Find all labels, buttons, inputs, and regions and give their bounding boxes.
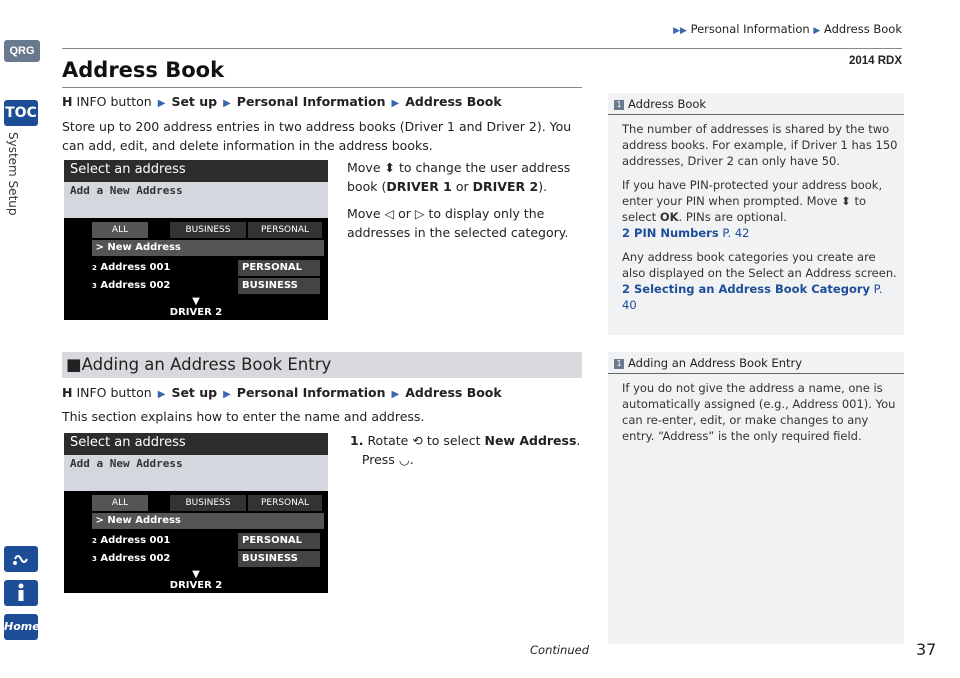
- screen-add-new: Add a New Address: [64, 182, 328, 218]
- screen-driver: ▼ DRIVER 2: [169, 296, 223, 318]
- enter-button-icon: ◡: [398, 452, 410, 467]
- xref-link-category[interactable]: 2 Selecting an Address Book Category P. 40: [622, 282, 883, 312]
- path-step: Address Book: [405, 94, 502, 109]
- screen-image: [64, 433, 328, 593]
- path-step: Set up: [171, 385, 218, 400]
- screen-tabs: [64, 222, 328, 238]
- breadcrumb-item[interactable]: Address Book: [823, 22, 902, 36]
- joystick-icon: ⬍: [384, 160, 395, 175]
- path-arrow-icon: ▶: [223, 389, 231, 400]
- move-instruction-1: Move ⬍ to change the user address book (DRIVER 1 or DRIVER 2).: [347, 160, 571, 194]
- note-paragraph: Any address book categories you create are also displayed on the Select an Address screen. 2 Selecting an Address Book Category P. 40: [622, 250, 897, 312]
- intro2-paragraph: This section explains how to enter the name and address.: [62, 409, 425, 424]
- page-title: Address Book: [62, 58, 225, 82]
- continued-label: Continued: [530, 643, 590, 657]
- screen-tabs: [64, 495, 328, 511]
- xref-link-pin[interactable]: 2 PIN Numbers P. 42: [622, 226, 750, 240]
- joystick-left-icon: ◁: [384, 206, 395, 221]
- voice-icon[interactable]: [4, 546, 38, 572]
- header-rule: [62, 48, 902, 49]
- note-paragraph: The number of addresses is shared by the two address books. For example, if Driver 1 has 150 addresses, Driver 2 can only have 50.: [622, 122, 898, 168]
- breadcrumb-arrow-icon: ▶▶: [673, 26, 687, 36]
- page-number: 37: [916, 640, 937, 659]
- path-prefix: INFO button: [76, 94, 152, 109]
- step-1: 1. Rotate ⟲ to select New Address. Press ◡.: [350, 433, 581, 467]
- screen-add-new: Add a New Address: [64, 455, 328, 491]
- screen-driver: ▼ DRIVER 2: [169, 569, 223, 591]
- info-icon[interactable]: [4, 580, 38, 606]
- section-side-label: System Setup: [6, 132, 20, 216]
- screen-row: 3 Address 002 BUSINESS: [92, 551, 324, 567]
- move-instruction-2: Move ◁ or ▷ to display only the addresses in the selected category.: [347, 206, 569, 240]
- model-label: 2014 RDX: [848, 55, 902, 67]
- path-step: Personal Information: [236, 385, 386, 400]
- section-heading: ■Adding an Address Book Entry: [62, 352, 582, 378]
- info-button-icon: H: [62, 385, 73, 400]
- side-note-address-book: [608, 93, 904, 335]
- screen-tab-all: ALL: [92, 222, 148, 238]
- path-arrow-icon: ▶: [223, 98, 231, 109]
- info-button-icon: H: [62, 94, 73, 109]
- path-step: Personal Information: [236, 94, 386, 109]
- breadcrumb: [673, 22, 902, 36]
- path-step: Address Book: [405, 385, 502, 400]
- path-arrow-icon: ▶: [157, 389, 166, 400]
- note-paragraph: If you do not give the address a name, one is automatically assigned (e.g., Address 001). You can re-enter, edit, or make changes to any entry. “Address” is the only required field.: [622, 381, 896, 443]
- path-arrow-icon: ▶: [391, 389, 400, 400]
- screen-row: 3 Address 002 BUSINESS: [92, 278, 324, 294]
- screen-tab-all: ALL: [92, 495, 148, 511]
- rotate-knob-icon: ⟲: [412, 433, 423, 448]
- screen-list: [92, 240, 324, 302]
- path-step: Set up: [171, 94, 218, 109]
- screen-title: Select an address: [64, 433, 328, 455]
- note-heading: 1 Adding an Address Book Entry: [608, 352, 904, 374]
- note-paragraph: If you have PIN-protected your address book, enter your PIN when prompted. Move ⬍ to select OK. PINs are optional. 2 PIN Numbers P. 42: [622, 178, 883, 240]
- toc-tab[interactable]: TOC: [4, 100, 38, 126]
- joystick-right-icon: ▷: [414, 206, 425, 221]
- title-rule: [62, 87, 582, 88]
- intro-paragraph: Store up to 200 address entries in two address books (Driver 1 and Driver 2). You can add, edit, and delete information in the address books.: [62, 119, 572, 153]
- screen-tab-business: BUSINESS: [170, 222, 246, 238]
- screen-tab-business: BUSINESS: [170, 495, 246, 511]
- path-prefix: INFO button: [76, 385, 152, 400]
- joystick-icon: ⬍: [841, 194, 851, 208]
- home-icon[interactable]: Home: [4, 614, 38, 640]
- screen-row: > New Address: [92, 513, 324, 529]
- menu-path: [62, 383, 502, 404]
- breadcrumb-arrow-icon: ▶: [813, 26, 821, 36]
- path-arrow-icon: ▶: [157, 98, 166, 109]
- note-heading: 1 Address Book: [608, 93, 904, 115]
- side-note-adding-entry: [608, 352, 904, 644]
- screen-title: Select an address: [64, 160, 328, 182]
- screen-row: > New Address: [92, 240, 324, 256]
- qrg-tab[interactable]: QRG: [4, 40, 40, 62]
- screen-row: 2 Address 001 PERSONAL: [92, 533, 324, 549]
- screen-row: 2 Address 001 PERSONAL: [92, 260, 324, 276]
- breadcrumb-item[interactable]: Personal Information: [690, 22, 810, 36]
- screen-image: [64, 160, 328, 320]
- menu-path: [62, 92, 502, 113]
- screen-tab-personal: PERSONAL: [248, 222, 322, 238]
- path-arrow-icon: ▶: [391, 98, 400, 109]
- screen-tab-personal: PERSONAL: [248, 495, 322, 511]
- screen-list: [92, 513, 324, 575]
